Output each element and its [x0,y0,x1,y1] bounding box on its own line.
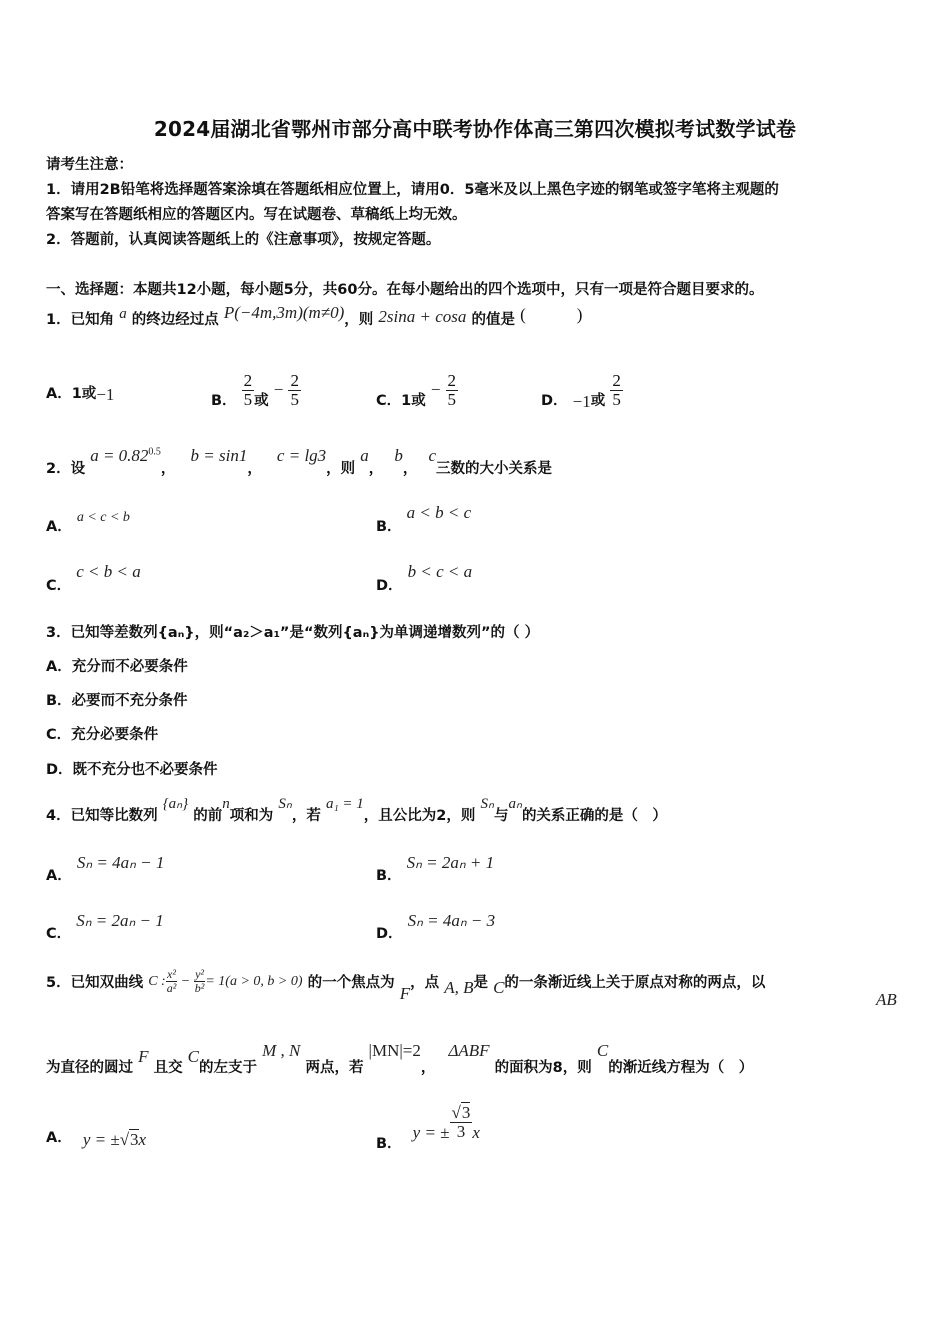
segment-ab: AB [876,990,897,1009]
q1-option-c[interactable]: C．1或 − $\frac{2}{5}$ [376,371,457,409]
question-2: 2．设 $a = 0.82^{0.5}$， b = sin1， c = lg3，则 a， b， c三数的大小关系是 [46,446,552,477]
q1-option-a[interactable]: A．1或−1 [46,385,115,404]
q4-option-d[interactable]: D． Sₙ = 4aₙ − 3 [376,911,496,942]
point-p: P(−4m,3m)(m≠0) [223,303,345,322]
q4-option-a[interactable]: A． Sₙ = 4aₙ − 1 [46,853,165,884]
q3-option-c[interactable]: C．充分必要条件 [46,727,159,743]
q3-option-d[interactable]: D．既不充分也不必要条件 [46,762,218,778]
q1-option-d[interactable]: D． −1或 $\frac{2}{5}$ [541,371,621,411]
question-1: 1．已知角 a 的终边经过点 P(−4m,3m)(m≠0)，则 2sina + cosa 的值是 ( ) [46,303,583,328]
notice-line-3: 2．答题前，认真阅读答题纸上的《注意事项》，按规定答题。 [46,232,441,248]
section-heading: 一、选择题：本题共12小题，每小题5分，共60分。在每小题给出的四个选项中，只有一项是符合题目要求的。 [46,282,764,298]
answer-blank: ( ) [520,305,583,324]
question-4: 4．已知等比数列 {aₙ} 的前n项和为 Sₙ，若 a₁ = 1，且公比为2，则 Sₙ与aₙ的关系正确的是（ ） [46,796,667,824]
q5-option-a[interactable]: A． y = ±√3x [46,1130,147,1149]
q1-option-b[interactable]: B． $\frac{2}{5}$ 或 − $\frac{2}{5}$ [211,371,299,409]
hyperbola-equation: C : $\frac{\text{x²}}{\text{a²}}$ − $\frac{\text{y²}}{\text{b²}}$ = 1(a > 0, b > 0) [148,967,303,995]
q2-option-b[interactable]: B． a < b < c [376,503,472,535]
q3-option-b[interactable]: B．必要而不充分条件 [46,693,188,709]
q4-option-b[interactable]: B． Sₙ = 2aₙ + 1 [376,853,495,884]
q3-option-a[interactable]: A．充分而不必要条件 [46,659,188,675]
q4-option-c[interactable]: C． Sₙ = 2aₙ − 1 [46,911,164,942]
notice-heading: 请考生注意： [46,157,133,173]
page-title: 2024届湖北省鄂州市部分高中联考协作体高三第四次模拟考试数学试卷 [153,117,797,141]
q2-option-c[interactable]: C． c < b < a [46,562,141,594]
question-3: 3．已知等差数列{aₙ}，则“a₂＞a₁”是“数列{aₙ}为单调递增数列”的（ ） [46,625,540,641]
def-c: c = lg3 [276,446,327,465]
notice-line-1: 1．请用2B铅笔将选择题答案涂填在答题纸相应位置上，请用0．5毫米及以上黑色字迹的钢笔或签字笔将主观题的 [46,182,779,198]
expression: 2sina + cosa [378,307,467,326]
notice-line-2: 答案写在答题纸相应的答题区内。写在试题卷、草稿纸上均无效。 [46,207,467,223]
question-5-line-2: 为直径的圆过 F 且交 C的左支于 M , N 两点，若 |MN|=2， ΔABF 的面积为8，则 C的渐近线方程为（ ） [46,1041,754,1076]
q5-option-b[interactable]: B． y = ± $\frac{√3}{3}$ x [376,1103,480,1153]
def-b: b = sin1 [190,446,248,465]
question-5-line-1: 5．已知双曲线 C : $\frac{\text{x²}}{\text{a²}}$ − $\frac{\text{y²}}{\text{b²}}$ = 1(a > 0, b > 0) 的一个焦点为 F，点 A, B是 C的一条渐近线上关于原点对称的两点，以 [46,967,766,1003]
q2-option-a[interactable]: A． a < c < b [46,510,130,535]
q2-option-d[interactable]: D． b < c < a [376,562,473,594]
def-a: $a = 0.82^{0.5}$ [90,446,161,465]
